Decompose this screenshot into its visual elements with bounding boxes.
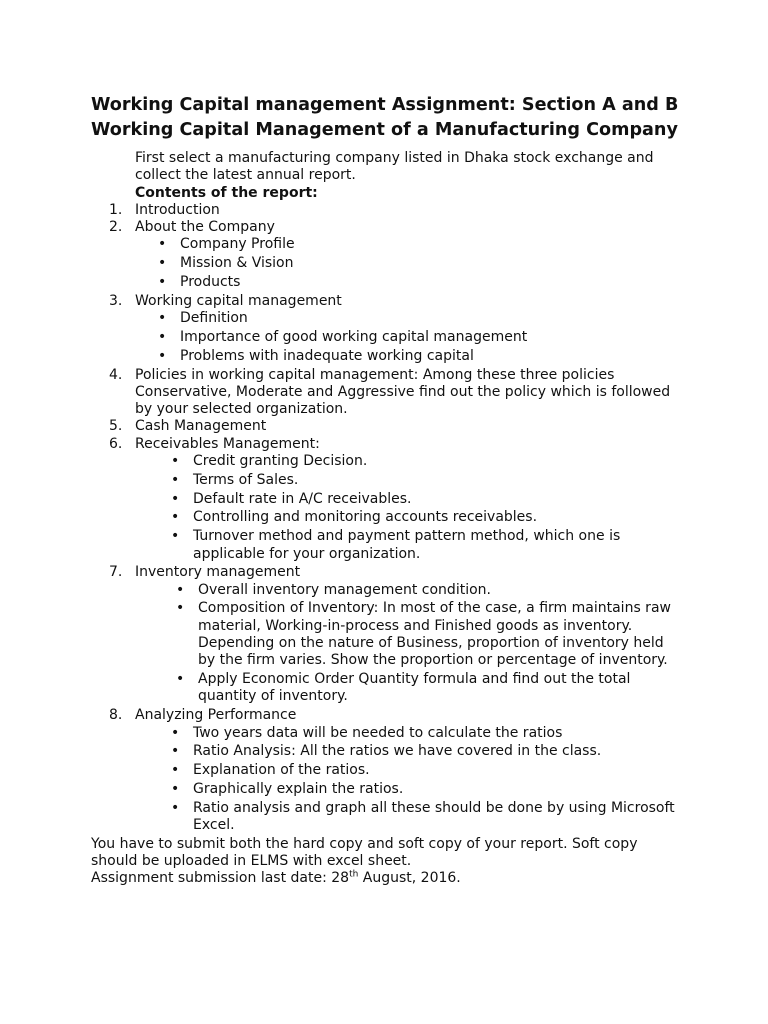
bullet-text: Composition of Inventory: In most of the case, a firm maintains raw material, Working-in-process and Finished goods as inventory. Depending on the nature of Business, proportion of inventory held by the firm varies. Show the proportion or percentage of inventory. [198,600,671,669]
contents-list [0,202,768,836]
item-text: About the Company [135,219,275,236]
item-number: 1. [109,201,123,218]
bullet-icon: • [176,671,185,688]
bullet-item [0,329,768,346]
bullet-text: Two years data will be needed to calculate the ratios [193,724,563,741]
title-line-2: Working Capital Management of a Manufacturing Company [91,120,678,140]
item-text: Working capital management [135,292,342,309]
bullet-icon: • [171,762,180,779]
bullet-text: Terms of Sales. [193,471,299,488]
title-line-1: Working Capital management Assignment: Section A and B [91,95,679,115]
item-number: 8. [109,707,123,724]
numbered-item [0,418,768,435]
item-text: Cash Management [135,418,267,435]
bullet-text: Explanation of the ratios. [193,762,370,779]
deadline-prefix: Assignment submission last date: 28 [91,870,350,887]
bullet-icon: • [158,328,167,345]
item-number: 2. [109,219,123,236]
bullet-item [0,762,768,779]
item-number: 6. [109,435,123,452]
bullet-item [0,255,768,272]
numbered-item [0,564,768,581]
bullet-text: Apply Economic Order Quantity formula and find out the total quantity of inventory. [198,671,631,705]
bullet-text: Importance of good working capital management [180,328,528,345]
numbered-item [0,367,768,419]
bullet-item [0,453,768,470]
bullet-icon: • [171,780,180,797]
bullet-item [0,600,768,669]
item-text: Receivables Management: [135,435,320,452]
bullet-item [0,528,768,563]
bullet-icon: • [158,310,167,327]
bullet-text: Company Profile [180,236,295,253]
bullet-text: Definition [180,310,248,327]
deadline-superscript: th [349,869,359,880]
item-number: 3. [109,292,123,309]
bullet-icon: • [158,274,167,291]
deadline-line [91,870,768,887]
numbered-item [0,202,768,219]
bullet-text: Ratio Analysis: All the ratios we have covered in the class. [193,743,602,760]
bullet-text: Overall inventory management condition. [198,581,491,598]
bullet-text: Mission & Vision [180,255,294,272]
bullet-item [0,671,768,706]
bullet-text: Default rate in A/C receivables. [193,490,412,507]
intro-paragraph: First select a manufacturing company listed in Dhaka stock exchange and collect the latest annual report. [135,150,654,184]
bullet-icon: • [171,509,180,526]
bullet-item [0,236,768,253]
bullet-item [0,348,768,365]
bullet-item [0,472,768,489]
item-text: Policies in working capital management: Among these three policies Conservative, Moderate and Aggressive find out the policy which is followed by your selected organization. [135,366,671,418]
item-text: Inventory management [135,564,301,581]
document-title [91,93,751,143]
bullet-item [0,509,768,526]
bullet-text: Products [180,274,241,291]
numbered-item [0,293,768,310]
bullet-text: Graphically explain the ratios. [193,780,404,797]
item-number: 7. [109,564,123,581]
bullet-item [0,725,768,742]
item-text: Analyzing Performance [135,707,297,724]
bullet-icon: • [158,236,167,253]
bullet-item [0,274,768,291]
bullet-text: Problems with inadequate working capital [180,347,474,364]
contents-heading: Contents of the report: [135,184,318,201]
bullet-icon: • [171,453,180,470]
bullet-item [0,800,768,835]
submission-note: You have to submit both the hard copy and soft copy of your report. Soft copy should be uploaded in ELMS with excel sheet. [91,835,638,870]
bullet-icon: • [158,255,167,272]
bullet-icon: • [171,724,180,741]
bullet-text: Credit granting Decision. [193,453,368,470]
bullet-text: Turnover method and payment pattern method, which one is applicable for your organization. [193,528,621,562]
document-body [0,150,768,888]
bullet-icon: • [176,600,185,617]
item-number: 5. [109,418,123,435]
bullet-icon: • [158,347,167,364]
bullet-icon: • [171,743,180,760]
bullet-icon: • [171,471,180,488]
bullet-text: Ratio analysis and graph all these should be done by using Microsoft Excel. [193,799,675,833]
item-text: Introduction [135,201,220,218]
bullet-item [0,491,768,508]
numbered-item [0,436,768,453]
bullet-icon: • [171,490,180,507]
bullet-icon: • [171,528,180,545]
bullet-icon: • [176,581,185,598]
item-number: 4. [109,366,123,383]
bullet-item [0,743,768,760]
bullet-item [0,310,768,327]
numbered-item [0,219,768,236]
bullet-item [0,582,768,599]
numbered-item [0,707,768,724]
bullet-item [0,781,768,798]
bullet-icon: • [171,799,180,816]
bullet-text: Controlling and monitoring accounts receivables. [193,509,538,526]
deadline-suffix: August, 2016. [358,870,461,887]
